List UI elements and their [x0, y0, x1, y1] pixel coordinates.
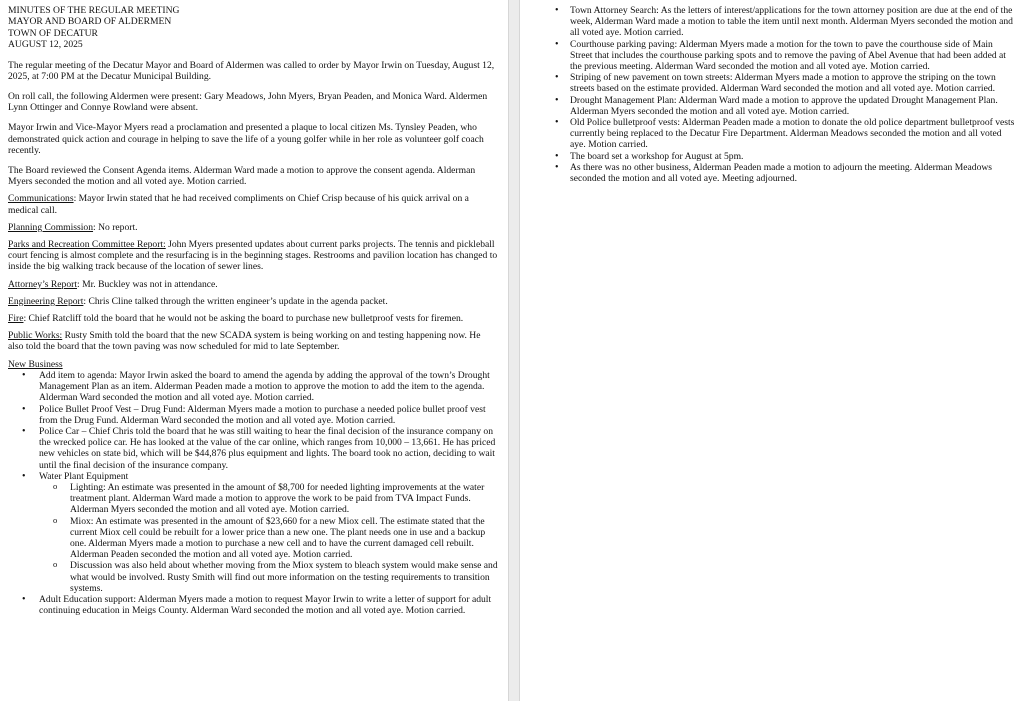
engineering-report [8, 296, 498, 307]
water-plant-sublist [53, 482, 498, 594]
document-page-2 [520, 0, 1024, 701]
communications-report [8, 193, 498, 215]
attorney-label: Attorney’s Report [8, 278, 78, 290]
new-business-heading [8, 359, 498, 370]
sublist-item: o Lighting: An estimate was presented in the amount of $8,700 for needed lighting improvements at the water treatment plant. Alderman Ward made a motion to approve the work to be paid from TVA Impact Funds. Alderman Myers seconded the motion and all voted aye. Motion carried. [53, 482, 498, 516]
list-item: • Police Bullet Proof Vest – Drug Fund: Alderman Myers made a motion to purchase a needed police bullet proof vest from the Drug Fund. Alderman Ward seconded the motion and all voted aye. Motion carried. [22, 404, 498, 426]
page2-bullet-list [570, 5, 1016, 184]
list-item: • Courthouse parking paving: Alderman Myers made a motion for the town to pave the courthouse side of Main Street that includes the courthouse parking spots and to remove the paving of Abel Avenue that had been added at the previous meeting. Alderman Ward seconded the motion and all voted aye. Motion carried. [570, 39, 1016, 73]
attorney-text: : Mr. Buckley was not in attendance. [77, 278, 218, 290]
page-gutter [508, 0, 520, 701]
list-item: • Add item to agenda: Mayor Irwin asked the board to amend the agenda by adding the approval of the town’s Drought Management Plan as an item. Alderman Peaden made a motion to approve the motion to add the item to the agenda. Alderman Ward seconded the motion and all voted aye. Motion carried. [22, 370, 498, 404]
engineering-label: Engineering Report [8, 295, 84, 307]
planning-report [8, 222, 498, 233]
header-board: MAYOR AND BOARD OF ALDERMEN [8, 16, 172, 28]
sublist-item: o Discussion was also held about whether moving from the Miox system to bleach system would make sense and what would be involved. Rusty Smith will find out more information on the testing requirements to transition systems. [53, 560, 498, 594]
water-plant-label: Water Plant Equipment [39, 470, 129, 482]
parks-text: John Myers presented updates about current parks projects. The tennis and pickleball court fencing is almost complete and the resurfacing is in the beginning stages. Restrooms and pavilion location has changed to inside the big walking track because of the location of sewer lines. [8, 239, 498, 273]
new-business-heading-text: New Business [8, 358, 63, 370]
list-item: • Striping of new pavement on town streets: Alderman Myers made a motion to approve the striping on the town streets based on the estimate provided. Alderman Ward seconded the motion and all voted aye. Motion carried. [570, 72, 1016, 94]
communications-text: : Mayor Irwin stated that he had received compliments on Chief Crisp because of his quick arrival on a medical call. [8, 193, 469, 216]
public-works-text: Rusty Smith told the board that the new SCADA system is being working on and testing happening now. He also told the board that the town paving was now scheduled for mid to late September. [8, 330, 481, 353]
communications-label: Communications [8, 193, 74, 205]
minutes-header [8, 5, 498, 51]
parks-report [8, 239, 498, 273]
consent-agenda-paragraph: The Board reviewed the Consent Agenda items. Alderman Ward made a motion to approve the consent agenda. Alderman Myers seconded the motion and all voted aye. Motion carried. [8, 165, 476, 188]
public-works-label: Public Works: [8, 330, 63, 342]
public-works-report [8, 330, 498, 352]
fire-report [8, 313, 498, 324]
parks-label: Parks and Recreation Committee Report: [8, 239, 166, 251]
list-item: • As there was no other business, Alderman Peaden made a motion to adjourn the meeting. Alderman Meadows seconded the motion and all voted aye. Meeting adjourned. [570, 162, 1016, 184]
list-item-water-plant [22, 471, 498, 594]
list-item: • The board set a workshop for August at 5pm. [570, 151, 1016, 162]
planning-label: Planning Commission [8, 221, 94, 233]
header-title: MINUTES OF THE REGULAR MEETING [8, 5, 180, 16]
sublist-item: o Miox: An estimate was presented in the amount of $23,660 for a new Miox cell. The estimate stated that the current Miox cell could be rebuilt for a lower price than a new one. The plant needs one in use and a backup one. Alderman Myers made a motion to purchase a new cell and to have the current damaged cell rebuilt. Alderman Peaden seconded the motion and all voted aye. Motion carried. [53, 516, 498, 561]
list-item: • Adult Education support: Alderman Myers made a motion to request Mayor Irwin to write a letter of support for adult continuing education in Meigs County. Alderman Ward seconded the motion and all voted aye. Motion carried. [22, 594, 498, 616]
list-item: • Town Attorney Search: As the letters of interest/applications for the town attorney position are due at the end of the week, Alderman Ward made a motion to table the item until next month. Alderman Myers seconded the motion and all voted aye. Motion carried. [570, 5, 1016, 39]
call-to-order-paragraph: The regular meeting of the Decatur Mayor and Board of Aldermen was called to order by Mayor Irwin on Tuesday, August 12, 2025, at 7:00 PM at the Decatur Municipal Building. [8, 59, 495, 82]
document-page-1 [0, 0, 508, 701]
roll-call-paragraph: On roll call, the following Aldermen were present: Gary Meadows, John Myers, Bryan Peaden, and Monica Ward. Aldermen Lynn Ottinger and Connye Rowland were absent. [8, 91, 488, 114]
engineering-text: : Chris Cline talked through the written engineer’s update in the agenda packet. [83, 295, 388, 307]
attorney-report [8, 279, 498, 290]
fire-label: Fire [8, 313, 24, 325]
list-item: • Old Police bulletproof vests: Alderman Peaden made a motion to donate the old police department bulletproof vests currently being replaced to the Decatur Fire Department. Alderman Meadows seconded the motion and all voted aye. Motion carried. [570, 117, 1016, 151]
list-item: • Police Car – Chief Chris told the board that he was still waiting to hear the final decision of the insurance company on the wrecked police car. He has looked at the value of the car online, which ranges from 10,000 – 13,661. He has priced new vehicles on state bid, which will be $44,876 plus equipment and lights. The board took no action, deciding to wait until the final decision of the insurance company. [22, 426, 498, 471]
fire-text: : Chief Ratcliff told the board that he would not be asking the board to purchase new bulletproof vests for firemen. [23, 313, 464, 325]
new-business-list [22, 370, 498, 616]
proclamation-paragraph: Mayor Irwin and Vice-Mayor Myers read a proclamation and presented a plaque to local citizen Ms. Tynsley Peaden, who demonstrated quick action and courage in helping to save the life of a young golfer while in her role as volunteer golf coach recently. [8, 122, 484, 156]
header-date: AUGUST 12, 2025 [8, 39, 83, 51]
planning-text: : No report. [93, 221, 138, 233]
list-item: • Drought Management Plan: Alderman Ward made a motion to approve the updated Drought Management Plan. Alderman Myers seconded the motion and all voted aye. Motion carried. [570, 95, 1016, 117]
header-town: TOWN OF DECATUR [8, 27, 98, 39]
